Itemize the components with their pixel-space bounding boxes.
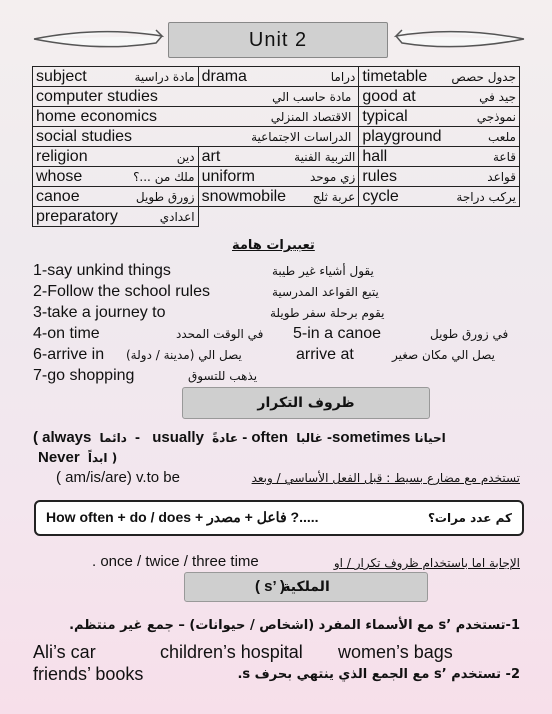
formula-en: How often + do / does + فاعل + مصدر ?..... (46, 509, 319, 525)
expression-3-ar: يقوم برحلة سفر طويلة (270, 306, 385, 320)
vocab-cell: typical نموذجي (359, 107, 520, 127)
vocab-cell: subject مادة دراسية (33, 67, 199, 87)
example-4: friends’ books (33, 664, 144, 684)
vocab-cell: home economics الاقتصاد المنزلي (33, 107, 359, 127)
expression-7: 7-go shopping (33, 367, 135, 384)
table-row (33, 207, 520, 227)
vocab-cell: whose ملك من ...؟ (33, 167, 199, 187)
expression-2: 2-Follow the school rules (33, 283, 210, 300)
expression-6-ar: يصل الي (مدينة / دولة) (126, 348, 242, 362)
table-row (33, 167, 520, 187)
expression-6b-ar: يصل الي مكان صغير (392, 348, 496, 362)
table-row (33, 87, 520, 107)
vocab-cell: canoe زورق طويل (33, 187, 199, 207)
right-arrow-decoration (388, 24, 528, 54)
vocab-cell: good at جيد في (359, 87, 520, 107)
expression-1-ar: يقول أشياء غير طيبة (272, 264, 374, 278)
frequency-line: ( always دائما - usually عادةً - often غالبا -sometimes احيانا (33, 429, 446, 446)
vocab-cell: snowmobile عربة ثلج (198, 187, 359, 207)
vocab-cell: drama دراما (198, 67, 359, 87)
left-arrow-decoration (30, 24, 170, 54)
expression-1: 1-say unkind things (33, 262, 171, 279)
formula-box (34, 500, 524, 536)
vocab-cell: uniform زي موحد (198, 167, 359, 187)
answer-en: . once / twice / three time (92, 553, 259, 570)
formula-ar: كم عدد مرات؟ (427, 511, 512, 525)
example-2: children’s hospital (160, 642, 303, 662)
rule-ar: تستخدم مع مضارع بسيط : قبل الفعل الأساسي / وبعد (251, 471, 520, 485)
unit-title: Unit 2 (168, 22, 388, 58)
vocab-cell: hall قاعة (359, 147, 520, 167)
always-word: ( always (33, 429, 92, 446)
possessive-rule-2: 2- تستخدم ’s مع الجمع الذي ينتهي بحرف s. (237, 667, 520, 682)
table-row (33, 107, 520, 127)
answer-ar: الإجابة اما باستخدام ظروف تكرار / او (333, 556, 520, 570)
often-ar: غالبا (296, 431, 323, 445)
vocab-cell: social studies الدراسات الاجتماعية (33, 127, 359, 147)
possessive-rule-1: 1-تستخدم ’s مع الأسماء المفرد (اشخاص / حيوانات) – جمع غير منتظم. (69, 618, 520, 633)
possessive-symbol: ( s’ ) (254, 577, 285, 595)
vocab-cell: preparatory اعدادي (33, 207, 199, 227)
sometimes-ar: احيانا (414, 431, 446, 445)
always-ar: دائما (99, 431, 127, 445)
vocab-cell: rules قواعد (359, 167, 520, 187)
expression-6: 6-arrive in (33, 346, 105, 363)
expressions-heading: تعبيرات هامة (232, 238, 315, 253)
table-row (33, 127, 520, 147)
example-3: women’s bags (338, 642, 453, 662)
example-1: Ali’s car (33, 642, 96, 662)
vocab-cell: religion دين (33, 147, 199, 167)
possessive-heading: الملكية (184, 572, 428, 602)
frequency-heading: ظروف التكرار (182, 387, 430, 419)
expression-4-ar: في الوقت المحدد (176, 327, 264, 341)
table-row (33, 147, 520, 167)
sometimes-word: sometimes (332, 429, 411, 446)
expression-6b: arrive at (296, 346, 354, 363)
table-row (33, 187, 520, 207)
expression-5: 5-in a canoe (293, 325, 382, 342)
never-ar: ابداً ) (87, 451, 118, 465)
expression-3: 3-take a journey to (33, 304, 166, 321)
vocab-cell: cycle يركب دراجة (359, 187, 520, 207)
expression-2-ar: يتبع القواعد المدرسية (272, 285, 379, 299)
expression-4: 4-on time (33, 325, 100, 342)
vocab-cell: timetable جدول حصص (359, 67, 520, 87)
vocab-cell: art التربية الفنية (198, 147, 359, 167)
expression-7-ar: يذهب للتسوق (188, 369, 258, 383)
vocab-cell: playground ملعب (359, 127, 520, 147)
never-word: Never (38, 449, 80, 466)
expression-5-ar: في زورق طويل (430, 327, 509, 341)
often-word: often (251, 429, 289, 446)
usually-ar: عادةً (212, 431, 239, 445)
usually-word: usually (152, 429, 204, 446)
vocab-cell: computer studies مادة حاسب الي (33, 87, 359, 107)
never-line (38, 449, 117, 466)
table-row (33, 67, 520, 87)
vocabulary-table (32, 66, 520, 227)
rule-en: ( am/is/are) v.to be (56, 469, 180, 486)
